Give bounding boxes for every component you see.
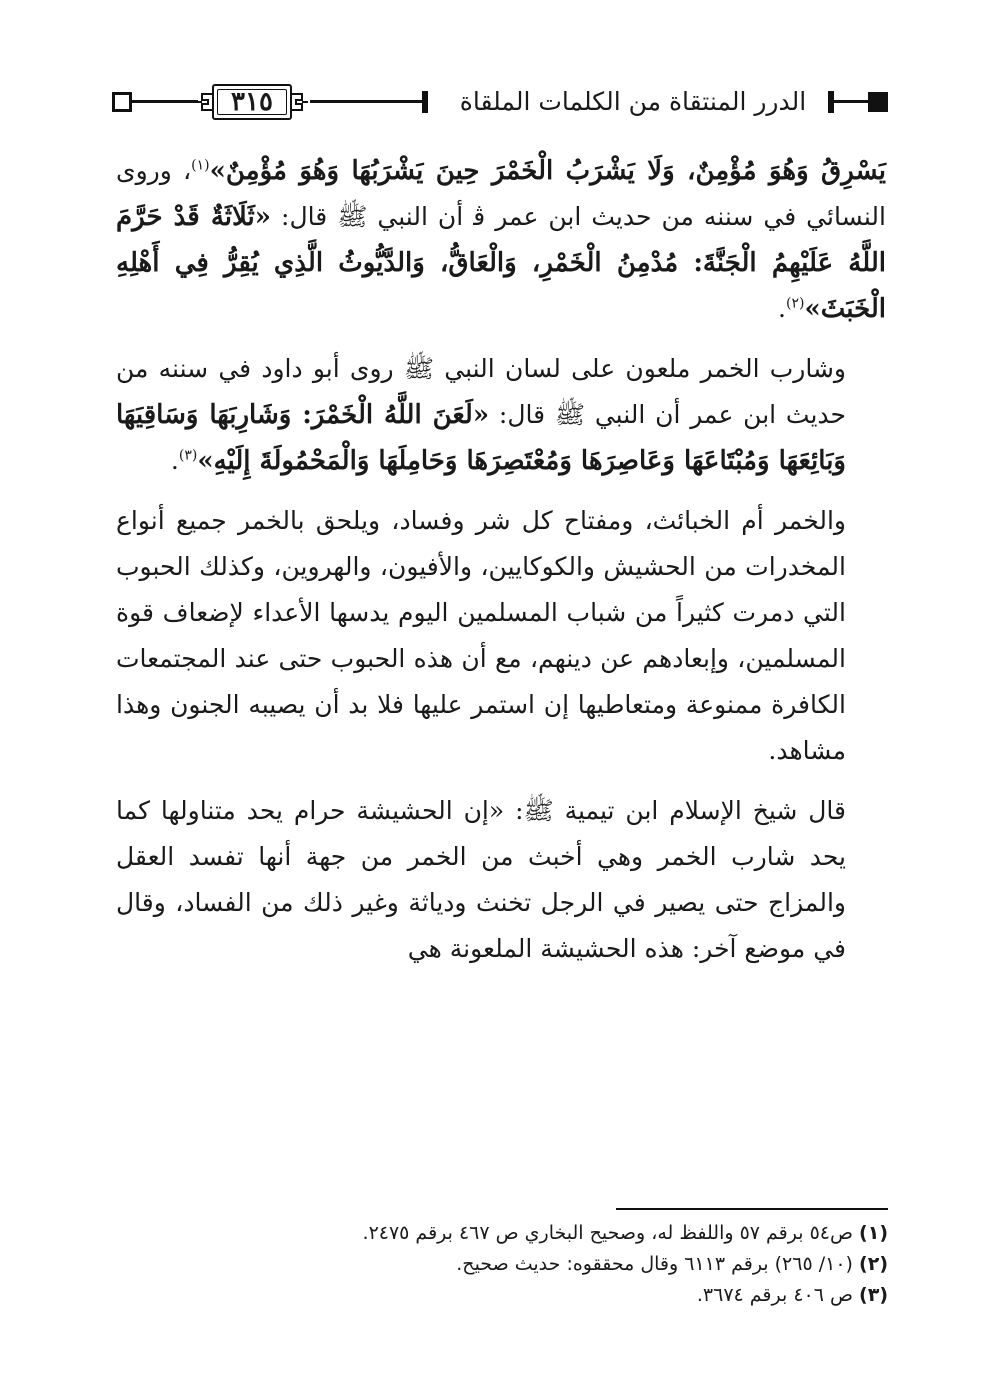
footnote-number: (١) xyxy=(859,1222,888,1244)
footnote-number: (٢) xyxy=(859,1253,888,1275)
header-square-outline xyxy=(112,92,132,112)
footnote-1 xyxy=(200,1218,888,1249)
footnote-text: ص ٤٠٦ برقم ٣٦٧٤. xyxy=(696,1284,853,1306)
header-rule-right xyxy=(834,100,868,103)
footnotes xyxy=(200,1218,888,1311)
text-segment: قال شيخ الإسلام ابن تيمية ﷺ: «إن الحشيشة حرام يحد متناولها كما يحد شارب الخمر وهي أخبث من الخمر من جهة أنها تفسد العقل والمزاج حتى يصير في الرجل تخنث ودياثة وغير ذلك من الفساد، وقال في موضع آخر: هذه الحشيشة الملعونة هي xyxy=(116,796,846,963)
paragraph-3 xyxy=(116,498,886,774)
text-segment: والخمر أم الخبائث، ومفتاح كل شر وفساد، ويلحق بالخمر جميع أنواع المخدرات من الحشيش والكوكايين، والأفيون، والهروين، وكذلك الحبوب التي دمرت كثيراً من شباب المسلمين اليوم يدسها الأعداء لإضعاف قوة المسلمين، وإبعادهم عن دينهم، مع أن هذه الحبوب حتى عند المجتمعات الكافرة ممنوعة ومتعاطيها إن استمر عليها فلا بد أن يصيبه الجنون وهذا مشاهد. xyxy=(116,506,846,765)
header-rule-left xyxy=(132,100,198,103)
footnote-text: (١٠/ ٢٦٥) برقم ٦١١٣ وقال محققوه: حديث صحيح. xyxy=(456,1253,853,1275)
page-header xyxy=(112,78,888,126)
hadith-text: يَسْرِقُ وَهُوَ مُؤْمِنٌ، وَلَا يَشْرَبُ الْخَمْرَ حِينَ يَشْرَبُهَا وَهُوَ مُؤْمِنٌ» xyxy=(209,156,886,186)
paragraph-4 xyxy=(116,788,886,972)
page-number: ٣١٥ xyxy=(231,87,273,117)
text-segment: وروى النسائي في سننه من حديث ابن عمر ﭬ أن النبي ﷺ قال: xyxy=(116,156,886,231)
text-segment: . xyxy=(778,294,786,323)
ornament-icon xyxy=(292,90,308,114)
main-text xyxy=(116,148,886,972)
paragraph-2 xyxy=(116,346,886,484)
running-title: الدرر المنتقاة من الكلمات الملقاة xyxy=(459,87,807,116)
text-segment: ، xyxy=(171,156,192,185)
footnote-number: (٣) xyxy=(859,1284,888,1306)
footnote-3 xyxy=(200,1280,888,1311)
hadith-text: «ثَلَاثَةٌ قَدْ حَرَّمَ اللَّهُ عَلَيْهِمُ الْجَنَّةَ: مُدْمِنُ الْخَمْرِ، وَالْعَاقُّ، وَالدَّيُّوثُ الَّذِي يُقِرُّ فِي أَهْلِهِ الْخَبَثَ» xyxy=(116,202,886,324)
text-segment: . xyxy=(170,446,179,475)
text-segment: وشارب الخمر ملعون على لسان النبي ﷺ روى أبو داود في سننه من حديث ابن عمر أن النبي ﷺ قال: xyxy=(116,354,846,429)
header-square-filled xyxy=(868,92,888,112)
footnote-ref-2: (٢) xyxy=(785,295,805,312)
hadith-text: «لَعَنَ اللَّهُ الْخَمْرَ: وَشَارِبَهَا وَسَاقِيَهَا وَبَائِعَهَا وَمُبْتَاعَهَا وَعَاصِرَهَا وَمُعْتَصِرَهَا وَحَامِلَهَا وَالْمَحْمُولَةَ إِلَيْهِ» xyxy=(116,400,846,476)
footnote-separator xyxy=(616,1208,888,1210)
ornament-icon xyxy=(196,90,212,114)
footnote-text: ص٥٤ برقم ٥٧ واللفظ له، وصحيح البخاري ص ٤٦٧ برقم ٢٤٧٥. xyxy=(362,1222,853,1244)
page-number-frame xyxy=(196,82,308,122)
footnote-ref-3: (٣) xyxy=(178,447,198,464)
paragraph-1 xyxy=(116,148,886,332)
footnote-ref-1: (١) xyxy=(191,157,210,174)
footnote-2 xyxy=(200,1249,888,1280)
header-rule-middle xyxy=(310,100,422,103)
